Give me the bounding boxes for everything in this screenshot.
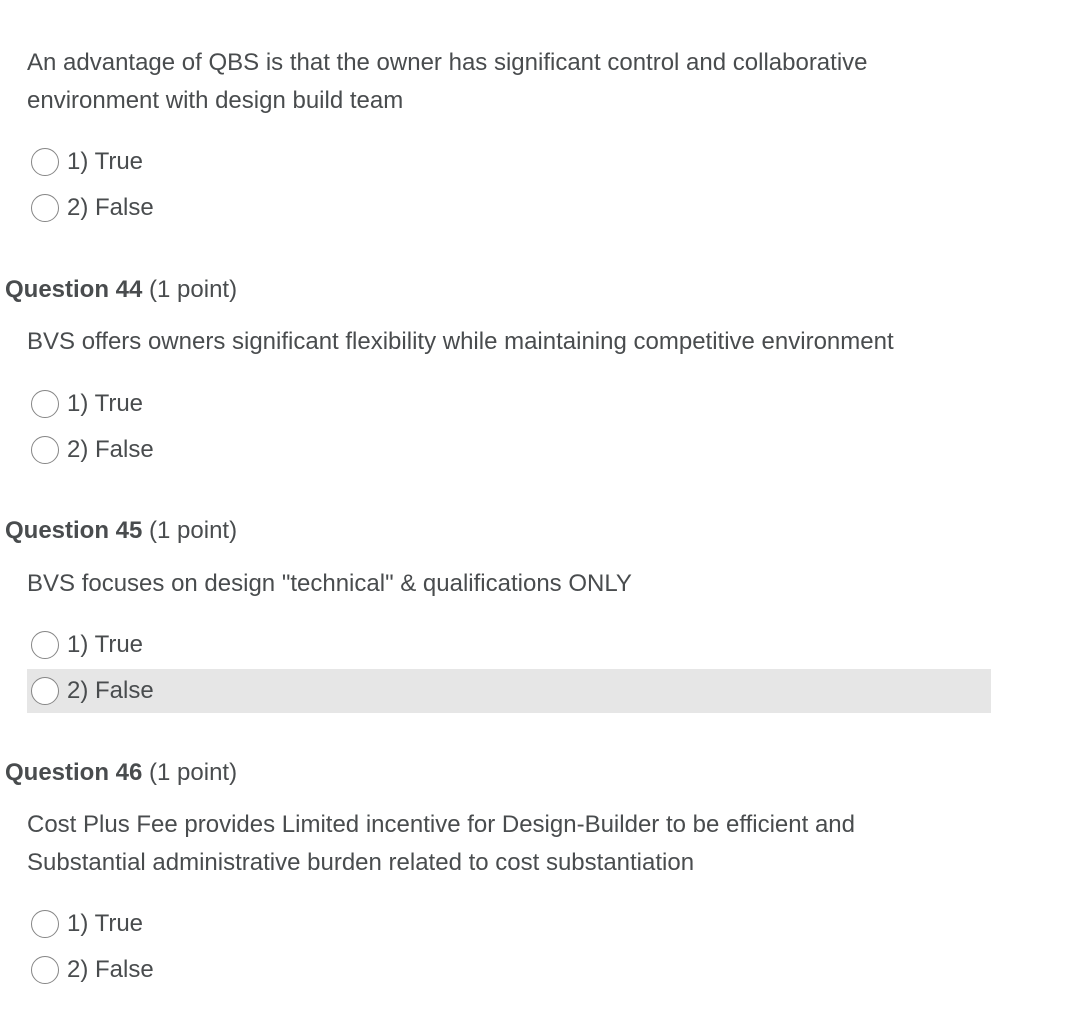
radio-button[interactable] (31, 677, 59, 705)
radio-button[interactable] (31, 910, 59, 938)
question-points: (1 point) (149, 759, 238, 786)
radio-button[interactable] (31, 390, 59, 418)
option-label: 2) False (67, 194, 154, 221)
question-46-option-true[interactable] (27, 902, 991, 946)
question-44-option-false[interactable] (27, 428, 991, 472)
question-44-header (5, 275, 237, 305)
question-45-option-false[interactable] (27, 669, 991, 713)
option-label: 1) True (67, 631, 144, 658)
question-44-option-true[interactable] (27, 382, 991, 426)
radio-button[interactable] (31, 148, 59, 176)
question-45-option-true[interactable] (27, 623, 991, 667)
question-43-option-false[interactable] (27, 186, 991, 230)
question-46-option-false[interactable] (27, 948, 991, 992)
question-46-header (5, 758, 237, 788)
question-45-header (5, 516, 237, 546)
question-43-option-true[interactable] (27, 140, 991, 184)
option-label: 1) True (67, 148, 144, 175)
radio-button[interactable] (31, 631, 59, 659)
radio-button[interactable] (31, 956, 59, 984)
question-45-text: BVS focuses on design "technical" & qualifications ONLY (27, 570, 632, 597)
question-44-text: BVS offers owners significant flexibility while maintaining competitive environment (27, 328, 894, 355)
question-title: Question 45 (5, 517, 143, 544)
radio-button[interactable] (31, 436, 59, 464)
question-43-text: An advantage of QBS is that the owner has significant control and collaborative environment with design build team (27, 49, 868, 114)
radio-button[interactable] (31, 194, 59, 222)
option-label: 2) False (67, 436, 154, 463)
question-points: (1 point) (149, 517, 238, 544)
question-points: (1 point) (149, 276, 238, 303)
option-label: 2) False (67, 956, 154, 983)
question-46-text: Cost Plus Fee provides Limited incentive for Design-Builder to be efficient and Substantial administrative burden related to cost substantiation (27, 811, 855, 876)
option-label: 1) True (67, 390, 144, 417)
option-label: 2) False (67, 677, 154, 704)
question-title: Question 46 (5, 759, 143, 786)
question-title: Question 44 (5, 276, 143, 303)
option-label: 1) True (67, 910, 144, 937)
